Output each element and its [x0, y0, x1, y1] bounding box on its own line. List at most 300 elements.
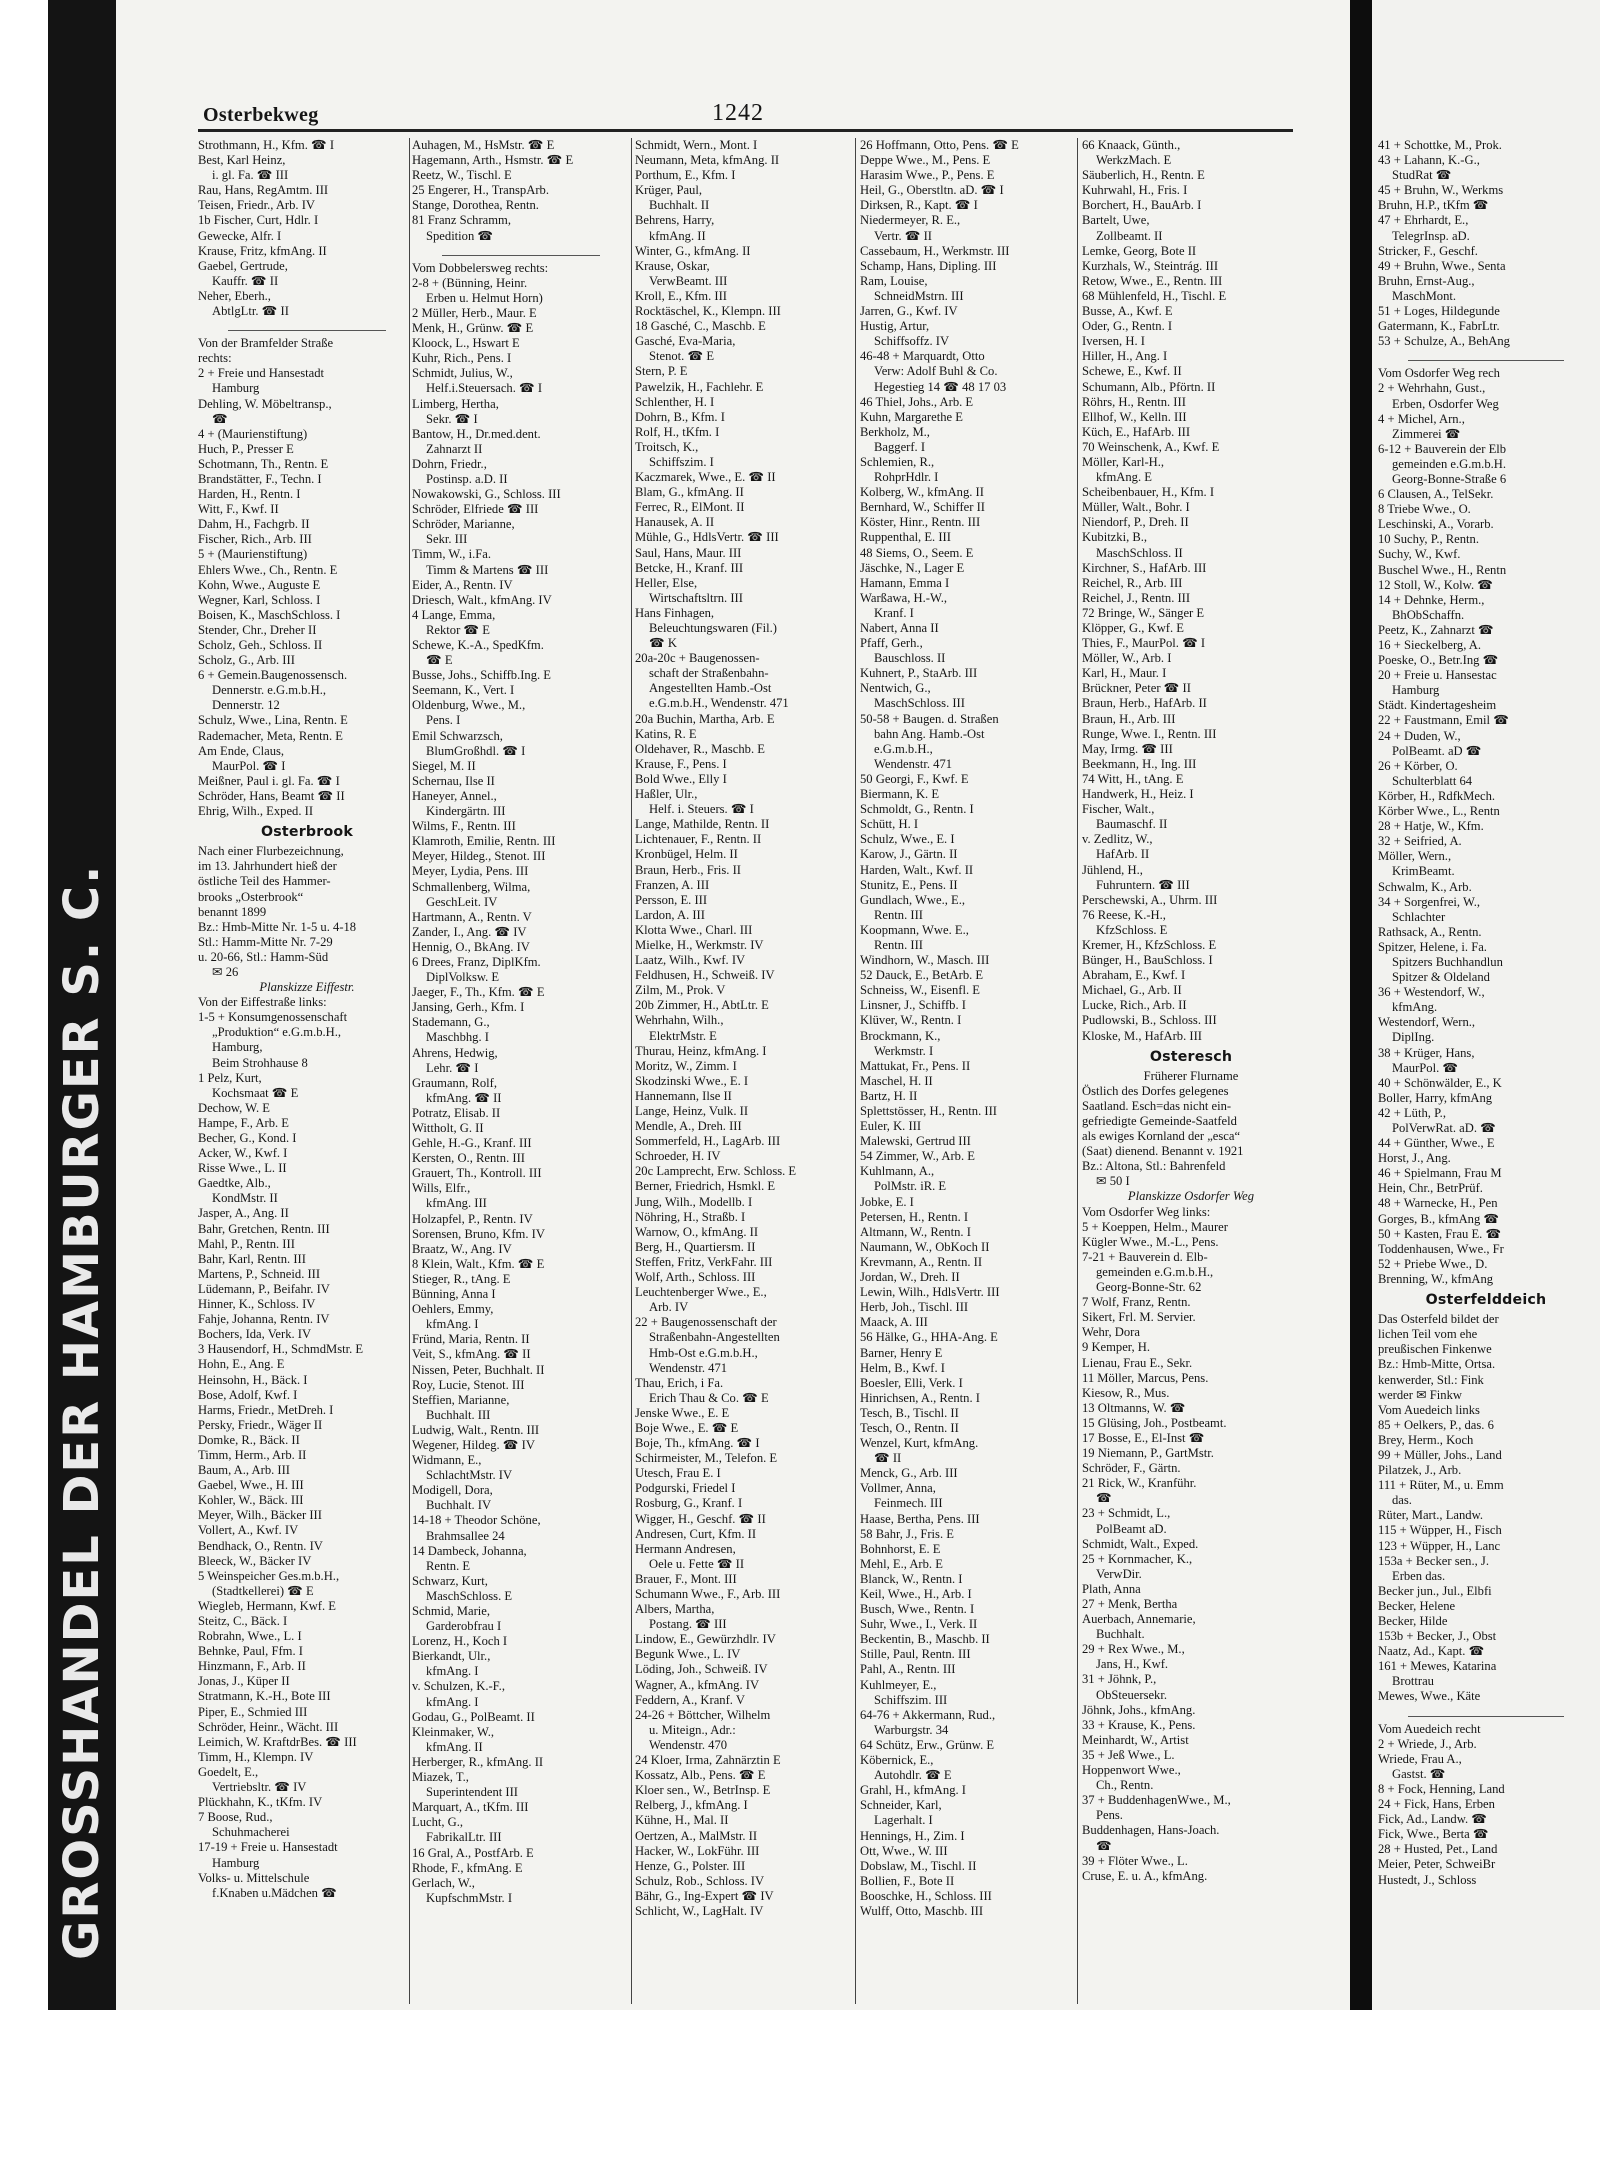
directory-entry: Kronbügel, Helm. II: [635, 847, 738, 862]
directory-entry: Best, Karl Heinz,: [198, 153, 286, 168]
directory-entry: Piper, E., Schmied III: [198, 1704, 308, 1719]
directory-entry: Fick, Ad., Landw. ☎: [1378, 1812, 1487, 1827]
directory-entry: Bernhard, W., Schiffer II: [860, 500, 985, 515]
column-1: [198, 138, 416, 2008]
directory-entry: 34 + Sorgenfrei, W.,: [1378, 894, 1481, 909]
directory-entry: 22 + Baugenossenschaft der: [635, 1315, 777, 1330]
directory-entry: Bz.: Altona, Stl.: Bahrenfeld: [1082, 1159, 1226, 1174]
directory-entry: 2 + Wriede, J., Arb.: [1378, 1736, 1477, 1751]
directory-entry: Schewe, E., Kwf. II: [1082, 364, 1182, 379]
directory-entry-continued: Wendenstr. 471: [649, 1360, 728, 1375]
directory-entry-continued: Kranf. I: [874, 605, 914, 620]
directory-entry: Grahl, H., kfmAng. I: [860, 1783, 966, 1798]
directory-entry: 161 + Mewes, Katarina: [1378, 1659, 1497, 1674]
directory-entry: Schotmann, Th., Rentn. E: [198, 456, 329, 471]
directory-entry: Wiegleb, Hermann, Kwf. E: [198, 1598, 336, 1613]
directory-entry: Limberg, Hertha,: [412, 396, 499, 411]
directory-entry-continued: Schlachter: [1392, 909, 1446, 924]
directory-entry: Feldhusen, H., Schweiß. IV: [635, 968, 775, 983]
directory-entry: 153a + Becker sen., J.: [1378, 1553, 1489, 1568]
directory-entry: rechts:: [198, 351, 232, 366]
directory-entry: Domke, R., Bäck. II: [198, 1432, 300, 1447]
directory-entry-continued: Stenot. ☎ E: [649, 349, 715, 364]
directory-entry-continued: f.Knaben u.Mädchen ☎: [212, 1885, 337, 1900]
directory-entry: Martens, P., Schneid. III: [198, 1266, 321, 1281]
directory-entry: Bohnhorst, E. E: [860, 1541, 941, 1556]
directory-entry: (Saat) dienend. Benannt v. 1921: [1082, 1144, 1244, 1159]
directory-entry: Sommerfeld, H., LagArb. III: [635, 1134, 781, 1149]
directory-entry: Klamroth, Emilie, Rentn. III: [412, 834, 556, 849]
directory-entry-continued: Georg-Bonne-Straße 6: [1392, 471, 1507, 486]
directory-entry-continued: Vertr. ☎ II: [874, 228, 932, 243]
directory-entry: Schamp, Hans, Dipling. III: [860, 258, 997, 273]
directory-entry-continued: KupfschmMstr. I: [426, 1890, 513, 1905]
directory-entry: Miazek, T.,: [412, 1770, 469, 1785]
directory-entry: Ahrens, Hedwig,: [412, 1045, 498, 1060]
directory-entry-continued: ☎: [1096, 1491, 1112, 1506]
directory-entry-continued: AbtlgLtr. ☎ II: [212, 304, 289, 319]
directory-entry: Dirksen, R., Kapt. ☎ I: [860, 198, 978, 213]
directory-entry: Bähr, G., Ing-Expert ☎ IV: [635, 1888, 774, 1903]
directory-entry-continued: MaschSchloss. III: [874, 696, 965, 711]
directory-entry: Schröder, Hans, Beamt ☎ II: [198, 788, 345, 803]
directory-entry: 1-5 + Konsumgenossenschaft: [198, 1010, 348, 1025]
directory-entry-continued: Helf.i.Steuersach. ☎ I: [426, 381, 543, 396]
directory-entry: Kuhlmann, A.,: [860, 1164, 935, 1179]
directory-entry: Ludwig, Walt., Rentn. III: [412, 1422, 540, 1437]
scan-margin-left: [0, 0, 48, 2177]
column-divider: [409, 138, 410, 2004]
directory-entry: werder ✉ Finkw: [1378, 1387, 1462, 1402]
directory-entry: als ewiges Kornland der „esca“: [1082, 1129, 1241, 1144]
directory-entry: Westendorf, Wern.,: [1378, 1015, 1476, 1030]
directory-entry: Poeske, O., Betr.Ing ☎: [1378, 653, 1499, 668]
directory-entry: Meier, Peter, SchweiBr: [1378, 1857, 1496, 1872]
directory-entry: Kolberg, W., kfmAng. II: [860, 485, 984, 500]
directory-entry: Thau, Erich, i Fa.: [635, 1375, 724, 1390]
directory-entry: Persky, Friedr., Wäger II: [198, 1417, 323, 1432]
directory-entry: Jonas, J., Küper II: [198, 1674, 290, 1689]
directory-entry: Volks- u. Mittelschule: [198, 1870, 310, 1885]
directory-entry: Menk, H., Grünw. ☎ E: [412, 321, 534, 336]
directory-entry: Wegner, Karl, Schloss. I: [198, 592, 321, 607]
directory-entry: Oldenburg, Wwe., M.,: [412, 698, 526, 713]
directory-entry: Reichel, R., Arb. III: [1082, 575, 1183, 590]
directory-entry: Dobslaw, M., Tischl. II: [860, 1858, 977, 1873]
directory-entry: v. Zedlitz, W.,: [1082, 832, 1153, 847]
directory-entry: 6 + Gemein.Baugenossensch.: [198, 668, 348, 683]
directory-entry: Emil Schwarzsch,: [412, 728, 503, 743]
directory-entry-continued: Kindergärtn. III: [426, 804, 506, 819]
directory-entry: Runge, Wwe. I., Rentn. III: [1082, 726, 1217, 741]
directory-entry: Wagner, A., kfmAng. IV: [635, 1677, 760, 1692]
directory-entry: 33 + Krause, K., Pens.: [1082, 1717, 1196, 1732]
directory-entry: 20a-20c + Baugenossen-: [635, 651, 760, 666]
directory-entry-continued: Schiffszim. III: [874, 1692, 948, 1707]
directory-entry: 16 + Sieckelberg, A.: [1378, 638, 1482, 652]
directory-entry: Bartz, H. II: [860, 1088, 918, 1103]
directory-entry-continued: VerwDir.: [1096, 1566, 1142, 1581]
directory-entry: 6 Drees, Franz, DiplKfm.: [412, 954, 541, 969]
directory-entry: Saul, Hans, Maur. III: [635, 545, 742, 560]
directory-entry: Bleeck, W., Bäcker IV: [198, 1553, 312, 1568]
directory-entry-continued: Straßenbahn-Angestellten: [649, 1330, 780, 1345]
directory-entry: Graumann, Rolf,: [412, 1075, 497, 1090]
directory-entry: Vom Dobbelersweg rechts:: [412, 260, 549, 275]
directory-entry: Kurzhals, W., Steintrág. III: [1082, 258, 1219, 273]
directory-entry-continued: Dennerstr. 12: [212, 698, 280, 713]
directory-entry: Städt. Kindertagesheim: [1378, 698, 1497, 713]
directory-entry: Utesch, Frau E. I: [635, 1466, 721, 1481]
directory-entry: Podgurski, Friedel I: [635, 1481, 736, 1496]
directory-entry: Hennings, H., Zim. I: [860, 1828, 965, 1843]
directory-entry: Wittholt, G. II: [412, 1121, 484, 1135]
directory-entry: Troitsch, K.,: [635, 439, 699, 454]
directory-entry: Timm, Herm., Arb. II: [198, 1447, 307, 1462]
directory-entry: Jühlend, H.,: [1082, 862, 1143, 877]
directory-entry: 12 Stoll, W., Kolw. ☎: [1378, 577, 1493, 592]
directory-entry: Helm, B., Kwf. I: [860, 1360, 945, 1375]
directory-entry-continued: KfzSchloss. E: [1096, 922, 1168, 937]
directory-entry: Kuhnert, P., StaArb. III: [860, 666, 978, 681]
directory-entry: Wulff, Otto, Maschb. III: [860, 1903, 984, 1918]
directory-entry: Andresen, Curt, Kfm. II: [635, 1526, 757, 1541]
directory-entry: 39 + Flöter Wwe., L.: [1082, 1853, 1188, 1868]
directory-entry: May, Irmg. ☎ III: [1082, 741, 1173, 756]
directory-entry: Iversen, H. I: [1082, 334, 1145, 349]
directory-entry: Klüver, W., Rentn. I: [860, 1013, 962, 1028]
directory-entry: Porthum, E., Kfm. I: [635, 168, 736, 183]
directory-entry-continued: PolBeamt. aD ☎: [1392, 743, 1482, 758]
directory-entry-continued: Hmb-Ost e.G.m.b.H.,: [649, 1345, 758, 1360]
directory-entry: Risse Wwe., L. II: [198, 1161, 287, 1176]
directory-entry-continued: Hamburg: [212, 1855, 260, 1870]
directory-entry: Gaebel, Gertrude,: [198, 258, 288, 273]
directory-entry-continued: kfmAng. III: [426, 1196, 487, 1211]
directory-entry-continued: PolMstr. iR. E: [874, 1179, 947, 1194]
directory-entry: Körber Wwe., L., Rentn: [1378, 804, 1500, 819]
directory-entry: 70 Weinschenk, A., Kwf. E: [1082, 439, 1220, 454]
directory-entry: Acker, W., Kwf. I: [198, 1146, 288, 1161]
directory-entry: Fründ, Maria, Rentn. II: [412, 1332, 530, 1347]
directory-entry: Schröder, Elfriede ☎ III: [412, 502, 539, 517]
directory-entry: Kügler Wwe., M.-L., Pens.: [1082, 1234, 1219, 1249]
directory-entry: Gasché, Eva-Maria,: [635, 334, 736, 349]
directory-entry: Lindow, E., Gewürzhdlr. IV: [635, 1632, 776, 1647]
directory-entry: 5 + (Maurienstiftung): [198, 547, 308, 562]
directory-entry: Von der Bramfelder Straße: [198, 336, 334, 351]
directory-entry: Brenning, W., kfmAng: [1378, 1271, 1494, 1286]
directory-entry: Bantow, H., Dr.med.dent.: [412, 426, 541, 441]
directory-entry: 153b + Becker, J., Obst: [1378, 1629, 1497, 1644]
directory-entry: Hustig, Artur,: [860, 319, 930, 334]
directory-entry: Busch, Wwe., Rentn. I: [860, 1602, 975, 1617]
directory-entry: 111 + Rüter, M., u. Emm: [1378, 1478, 1504, 1493]
directory-entry: Reichel, J., Rentn. III: [1082, 590, 1191, 605]
directory-entry-continued: Garderobfrau I: [426, 1619, 502, 1634]
directory-entry-continued: ☎: [212, 411, 228, 426]
directory-entry: Bollien, F., Bote II: [860, 1873, 955, 1888]
directory-entry: Schirmeister, M., Telefon. E: [635, 1451, 778, 1466]
directory-entry: Wehr, Dora: [1082, 1325, 1140, 1340]
directory-entry: Hoppenwort Wwe.,: [1082, 1763, 1181, 1778]
directory-entry: 13 Oltmanns, W. ☎: [1082, 1400, 1186, 1415]
directory-entry: Windhorn, W., Masch. III: [860, 953, 990, 968]
directory-entry: Schmidt, Walt., Exped.: [1082, 1536, 1199, 1551]
directory-entry-continued: Timm & Martens ☎ III: [426, 562, 549, 577]
directory-entry: Rau, Hans, RegAmtm. III: [198, 183, 329, 198]
directory-entry: Timm, H., Klempn. IV: [198, 1749, 314, 1764]
directory-entry-continued: Buchhalt. III: [426, 1407, 491, 1422]
directory-entry: Naatz, Ad., Kapt. ☎: [1378, 1644, 1485, 1659]
directory-entry: Kubitzki, B.,: [1082, 530, 1148, 545]
directory-entry-continued: Baumaschf. II: [1096, 817, 1168, 832]
directory-entry: Blam, G., kfmAng. II: [635, 485, 744, 500]
directory-entry: 20c Lamprecht, Erw. Schloss. E: [635, 1164, 797, 1179]
directory-entry: Meinhardt, W., Artist: [1082, 1732, 1189, 1747]
directory-entry: 42 + Lüth, P.,: [1378, 1105, 1446, 1120]
directory-entry: Bendhack, O., Rentn. IV: [198, 1538, 323, 1553]
directory-entry: Kloske, M., HafArb. III: [1082, 1028, 1202, 1043]
directory-entry-continued: Lagerhalt. I: [874, 1813, 933, 1828]
directory-entry: Wolf, Arth., Schloss. III: [635, 1270, 756, 1285]
directory-entry: 41 + Schottke, M., Prok.: [1378, 138, 1502, 152]
directory-entry-continued: kfmAng. I: [426, 1664, 479, 1679]
directory-entry: Moritz, W., Zimm. I: [635, 1058, 737, 1073]
directory-entry-continued: KondMstr. II: [212, 1191, 278, 1206]
directory-entry: Abraham, E., Kwf. I: [1082, 968, 1186, 983]
directory-entry: Steitz, C., Bäck. I: [198, 1614, 288, 1628]
directory-entry: Strothmann, H., Kfm. ☎ I: [198, 138, 335, 152]
directory-entry: Lucke, Rich., Arb. II: [1082, 998, 1187, 1013]
directory-entry: Saatland. Esch=das nicht ein-: [1082, 1098, 1232, 1113]
directory-entry: 25 Engerer, H., TranspArb.: [412, 183, 549, 198]
column-divider: [1077, 138, 1078, 2004]
directory-entry: 123 + Wüpper, H., Lanc: [1378, 1538, 1501, 1553]
directory-entry: Grauert, Th., Kontroll. III: [412, 1166, 542, 1181]
directory-entry: Kremer, H., KfzSchloss. E: [1082, 937, 1217, 952]
directory-entry-continued: Lehr. ☎ I: [426, 1060, 479, 1075]
directory-entry: Zilm, M., Prok. V: [635, 983, 726, 998]
directory-entry: 23 + Schmidt, L.,: [1082, 1506, 1171, 1521]
directory-entry: Blanck, W., Rentn. I: [860, 1571, 963, 1586]
directory-entry: Pfaff, Gerh.,: [860, 636, 923, 651]
directory-entry: Warßawa, H.-W.,: [860, 590, 947, 605]
directory-entry: Lorenz, H., Koch I: [412, 1634, 508, 1649]
directory-entry: Henze, G., Polster. III: [635, 1858, 746, 1873]
directory-entry-continued: ☎ K: [649, 636, 677, 651]
directory-entry-continued: BhObSchaffn.: [1392, 607, 1465, 622]
directory-entry: Eider, A., Rentn. IV: [412, 577, 513, 592]
directory-entry-continued: Ch., Rentn.: [1096, 1778, 1154, 1793]
directory-entry: 14-18 + Theodor Schöne,: [412, 1513, 541, 1528]
directory-entry: Euler, K. III: [860, 1119, 922, 1134]
directory-entry: Berner, Friedrich, Hsmkl. E: [635, 1179, 776, 1194]
directory-entry: Dechow, W. E: [198, 1100, 270, 1115]
directory-entry: Winter, G., kfmAng. II: [635, 243, 751, 258]
directory-entry: Vom Osdorfer Weg links:: [1082, 1204, 1211, 1219]
directory-entry: Ott, Wwe., W. III: [860, 1843, 948, 1858]
directory-entry: Müller, Walt., Bohr. I: [1082, 500, 1190, 515]
column-6-facing-page: [1378, 138, 1594, 2008]
directory-entry: 115 + Wüpper, H., Fisch: [1378, 1523, 1502, 1538]
directory-entry: 53 + Schulze, A., BehAng: [1378, 334, 1510, 349]
directory-entry: Stl.: Hamm-Mitte Nr. 7-29: [198, 934, 333, 949]
directory-entry: Malewski, Gertrud III: [860, 1134, 971, 1149]
directory-entry: Linsner, J., Schiffb. I: [860, 998, 966, 1013]
directory-entry: Retow, Wwe., E., Rentn. III: [1082, 273, 1223, 288]
directory-entry: Sorensen, Bruno, Kfm. IV: [412, 1226, 545, 1241]
directory-entry: Kuhr, Rich., Pens. I: [412, 351, 512, 366]
directory-entry: Ellhof, W., Kelln. III: [1082, 409, 1187, 424]
directory-entry: Haßler, Ulr.,: [635, 787, 698, 802]
directory-entry: Hartmann, A., Rentn. V: [412, 909, 532, 924]
directory-entry: Schlenther, H. I: [635, 394, 715, 409]
directory-entry: 46 Thiel, Johs., Arb. E: [860, 394, 974, 409]
directory-entry: Stunitz, E., Pens. II: [860, 877, 958, 892]
directory-entry: Schlicht, W., LagHalt. IV: [635, 1903, 764, 1918]
directory-entry-continued: kfmAng. ☎ II: [426, 1090, 502, 1105]
directory-entry: 10 Suchy, P., Rentn.: [1378, 532, 1479, 547]
directory-entry: Am Ende, Claus,: [198, 743, 285, 758]
column-5: [1082, 138, 1300, 2008]
directory-entry: Cruse, E. u. A., kfmAng.: [1082, 1868, 1208, 1883]
directory-entry: Leschinski, A., Vorarb.: [1378, 517, 1494, 532]
directory-entry-continued: kfmAng. E: [1096, 470, 1152, 485]
directory-entry: gefriedigte Gemeinde-Saatfeld: [1082, 1114, 1237, 1128]
directory-entry: Stademann, G.,: [412, 1015, 490, 1030]
directory-entry: brooks „Osterbrook“: [198, 889, 304, 904]
directory-entry: 49 + Bruhn, Wwe., Senta: [1378, 258, 1506, 273]
directory-entry-continued: Dennerstr. e.G.m.b.H.,: [212, 683, 327, 698]
directory-entry: 19 Niemann, P., GartMstr.: [1082, 1446, 1214, 1461]
directory-entry: Mewes, Wwe., Käte: [1378, 1689, 1481, 1704]
directory-entry: Keil, Wwe., H., Arb. I: [860, 1587, 972, 1601]
directory-entry: Schwarz, Kurt,: [412, 1573, 488, 1588]
directory-entry-continued: Erich Thau & Co. ☎ E: [649, 1390, 769, 1405]
directory-entry: Lüdemann, P., Beifahr. IV: [198, 1281, 330, 1296]
directory-entry: 21 Rick, W., Kranführ.: [1082, 1476, 1197, 1491]
directory-entry: Möller, W., Arb. I: [1082, 651, 1172, 666]
directory-entry: 56 Hälke, G., HHA-Ang. E: [860, 1330, 998, 1345]
directory-entry-continued: Zahnarzt II: [426, 441, 483, 456]
directory-entry: Laatz, Wilh., Kwf. IV: [635, 953, 746, 968]
directory-entry: 2 Müller, Herb., Maur. E: [412, 305, 537, 320]
directory-entry: 64-76 + Akkermann, Rud.,: [860, 1707, 996, 1722]
directory-entry: 7 Wolf, Franz, Rentn.: [1082, 1295, 1191, 1310]
directory-entry-continued: Autohdlr. ☎ E: [874, 1768, 952, 1783]
directory-entry: Kühne, H., Mal. II: [635, 1813, 729, 1828]
directory-entry: Dehling, W. Möbeltransp.,: [198, 396, 332, 411]
directory-entry: 7 Boose, Rud.,: [198, 1810, 273, 1825]
directory-entry: Bose, Adolf, Kwf. I: [198, 1387, 298, 1402]
directory-entry: Hinner, K., Schloss. IV: [198, 1297, 316, 1312]
directory-entry: Handwerk, H., Heiz. I: [1082, 787, 1194, 802]
directory-entry: Behnke, Paul, Ffm. I: [198, 1644, 303, 1659]
directory-entry: Kaczmarek, Wwe., E. ☎ II: [635, 470, 776, 485]
directory-entry: Schneiss, W., Eisenfl. E: [860, 983, 980, 998]
directory-entry: Gaebel, Wwe., H. III: [198, 1478, 304, 1493]
directory-entry: 66 Knaack, Günth.,: [1082, 138, 1181, 152]
directory-entry: Braun, Herb., Fris. II: [635, 862, 741, 877]
directory-entry: Nentwich, G.,: [860, 681, 931, 696]
directory-entry: Löding, Joh., Schweiß. IV: [635, 1662, 768, 1677]
directory-entry: Dohrn, B., Kfm. I: [635, 409, 725, 424]
directory-entry-continued: Erben, Osdorfer Weg: [1392, 396, 1499, 411]
directory-entry: Krause, Fritz, kfmAng. II: [198, 243, 327, 258]
directory-entry: Spitzer, Helene, i. Fa.: [1378, 939, 1487, 954]
directory-entry: 4 + (Maurienstiftung): [198, 426, 308, 441]
column-divider: [631, 138, 632, 2004]
directory-entry-continued: WerkzMach. E: [1096, 153, 1172, 168]
directory-entry: Kuhlmeyer, E.,: [860, 1677, 937, 1692]
directory-entry: Hagemann, Arth., Hsmstr. ☎ E: [412, 153, 574, 168]
running-head: Osterbekweg: [203, 104, 319, 126]
directory-entry: Berkholz, M.,: [860, 424, 930, 439]
directory-entry: Harden, Walt., Kwf. II: [860, 862, 974, 877]
directory-entry: Schlemien, R.,: [860, 454, 935, 469]
directory-entry-continued: kfmAng. I: [426, 1694, 479, 1709]
directory-entry: Mielke, H., Werkmstr. IV: [635, 937, 764, 952]
directory-entry: Altmann, W., Rentn. I: [860, 1224, 971, 1239]
directory-entry: Gatermann, K., FabrLtr.: [1378, 319, 1500, 334]
directory-entry-continued: VerwBeamt. III: [649, 273, 728, 288]
directory-entry: Gaedtke, Alb.,: [198, 1176, 271, 1191]
directory-entry: Möller, Karl-H.,: [1082, 454, 1165, 469]
directory-entry: Hinzmann, F., Arb. II: [198, 1659, 306, 1674]
directory-entry: Ehlers Wwe., Ch., Rentn. E: [198, 562, 338, 577]
directory-entry: Hamann, Emma I: [860, 575, 950, 590]
directory-entry: Schmoldt, G., Rentn. I: [860, 802, 974, 817]
directory-entry: Auhagen, M., HsMstr. ☎ E: [412, 138, 555, 152]
directory-entry: Huch, P., Presser E: [198, 441, 294, 456]
directory-entry: Wilms, F., Rentn. III: [412, 819, 516, 834]
directory-entry: 64 Schütz, Erw., Grünw. E: [860, 1737, 995, 1752]
directory-entry: Scholz, Geh., Schloss. II: [198, 638, 323, 652]
directory-entry: Holzapfel, P., Rentn. IV: [412, 1211, 533, 1226]
directory-entry-continued: MaurPol. ☎ I: [212, 758, 286, 773]
directory-entry-continued: MaschSchloss. E: [426, 1588, 513, 1603]
directory-entry-continued: Schuhmacherei: [212, 1825, 290, 1840]
directory-entry: Mattukat, Fr., Pens. II: [860, 1058, 971, 1073]
directory-entry: Biermann, K. E: [860, 787, 940, 802]
directory-entry: 68 Mühlenfeld, H., Tischl. E: [1082, 288, 1227, 303]
directory-entry: Ferrec, R., ElMont. II: [635, 500, 745, 515]
directory-entry: Deppe Wwe., M., Pens. E: [860, 153, 991, 168]
directory-entry-continued: ✉ 26: [212, 964, 239, 979]
directory-entry: Vollert, A., Kwf. IV: [198, 1523, 299, 1538]
directory-entry-continued: Sekr. III: [426, 532, 468, 547]
directory-entry: Mehl, E., Arb. E: [860, 1556, 943, 1571]
directory-entry: Steffen, Fritz, VerkFahr. III: [635, 1254, 773, 1269]
directory-entry: Gerlach, W.,: [412, 1875, 475, 1890]
directory-entry: Gorges, B., kfmAng ☎: [1378, 1211, 1500, 1226]
directory-entry: Brockmann, K.,: [860, 1028, 941, 1043]
directory-entry: Niendorf, P., Dreh. II: [1082, 515, 1189, 530]
directory-entry: 5 + Koeppen, Helm., Maurer: [1082, 1219, 1228, 1234]
directory-entry: Leuchtenberger Wwe., E.,: [635, 1285, 767, 1300]
directory-entry: Krause, F., Pens. I: [635, 756, 727, 771]
directory-entry: Meißner, Paul i. gl. Fa. ☎ I: [198, 773, 340, 788]
directory-entry: Hacker, W., LokFühr. III: [635, 1843, 760, 1858]
directory-entry: Heinsohn, H., Bäck. I: [198, 1372, 308, 1387]
directory-entry-continued: SchneidMstrn. III: [874, 288, 964, 303]
directory-entry: Schroeder, H. IV: [635, 1149, 721, 1164]
directory-entry: 24-26 + Böttcher, Wilhelm: [635, 1707, 771, 1722]
directory-entry: Klotta Wwe., Charl. III: [635, 922, 753, 937]
directory-entry-continued: Sekr. ☎ I: [426, 411, 478, 426]
directory-entry: Lucht, G.,: [412, 1815, 464, 1830]
